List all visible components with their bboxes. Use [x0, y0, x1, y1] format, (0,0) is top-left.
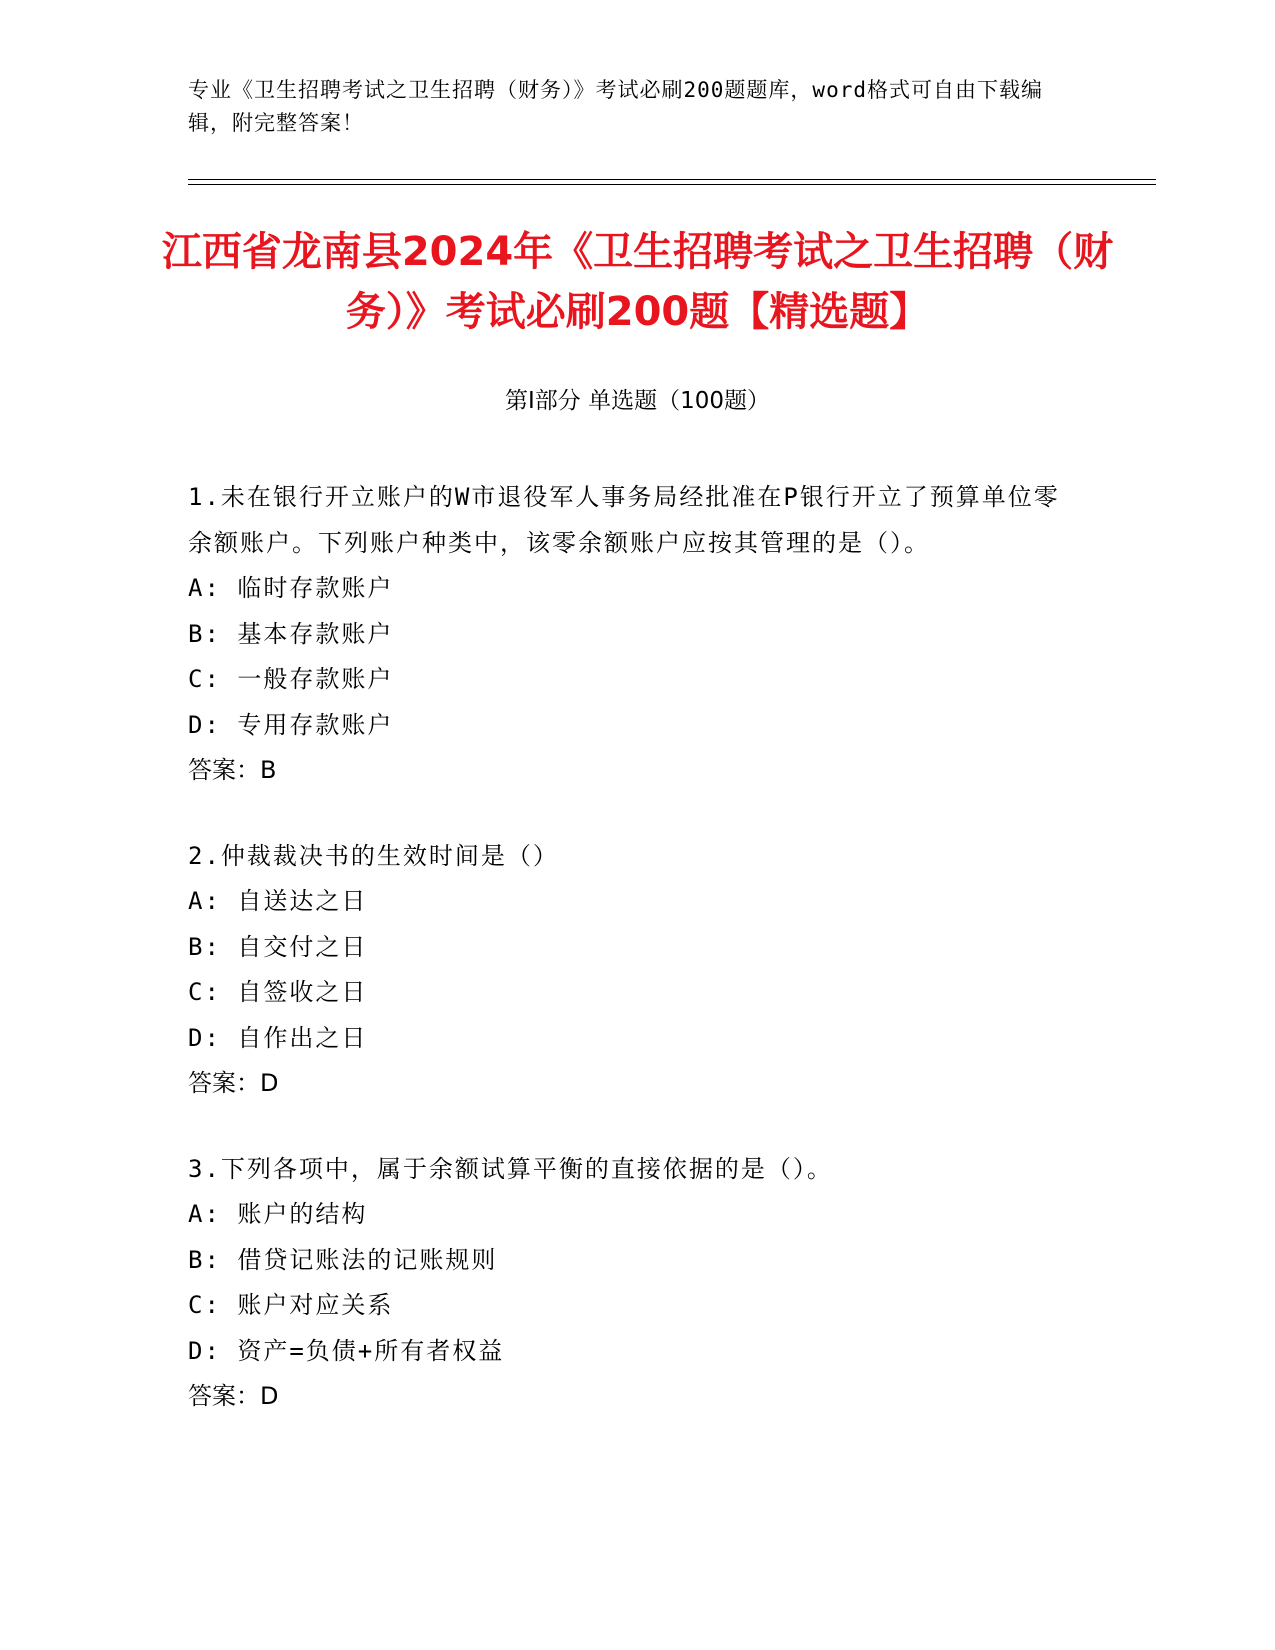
question-text: 1.未在银行开立账户的W市退役军人事务局经批准在P银行开立了预算单位零余额账户。下列账户种类中，该零余额账户应按其管理的是（）。: [188, 483, 1060, 557]
option-a: A: 自送达之日: [188, 887, 368, 915]
option-b: B: 借贷记账法的记账规则: [188, 1245, 498, 1274]
question-list: [188, 475, 1068, 1460]
option-d: D: 资产=负债+所有者权益: [188, 1336, 505, 1365]
document-title: 江西省龙南县2024年《卫生招聘考试之卫生招聘（财务）》考试必刷200题【精选题】: [161, 229, 1114, 335]
question-2: [188, 834, 1068, 1107]
question-3: [188, 1147, 1068, 1420]
option-d: D: 自作出之日: [188, 1023, 368, 1052]
option-a: A: 账户的结构: [188, 1200, 368, 1228]
option-a: A: 临时存款账户: [188, 574, 394, 602]
answer: 答案：B: [188, 756, 277, 784]
answer: 答案：D: [188, 1382, 279, 1410]
option-b: B: 基本存款账户: [188, 619, 394, 648]
header-divider-top: [188, 179, 1156, 180]
question-text: 2.仲裁裁决书的生效时间是（）: [188, 841, 559, 870]
option-c: C: 一般存款账户: [188, 665, 394, 693]
option-b: B: 自交付之日: [188, 932, 368, 961]
section-heading: 第Ⅰ部分 单选题（100题）: [505, 388, 770, 414]
question-text: 3.下列各项中，属于余额试算平衡的直接依据的是（）。: [188, 1154, 833, 1183]
header-divider-bottom: [188, 184, 1156, 185]
option-c: C: 自签收之日: [188, 978, 368, 1006]
question-1: [188, 475, 1068, 794]
header-note: 专业《卫生招聘考试之卫生招聘（财务）》考试必刷200题题库，word格式可自由下载编辑，附完整答案！: [188, 78, 1043, 135]
option-d: D: 专用存款账户: [188, 710, 394, 739]
answer: 答案：D: [188, 1069, 279, 1097]
option-c: C: 账户对应关系: [188, 1291, 394, 1319]
